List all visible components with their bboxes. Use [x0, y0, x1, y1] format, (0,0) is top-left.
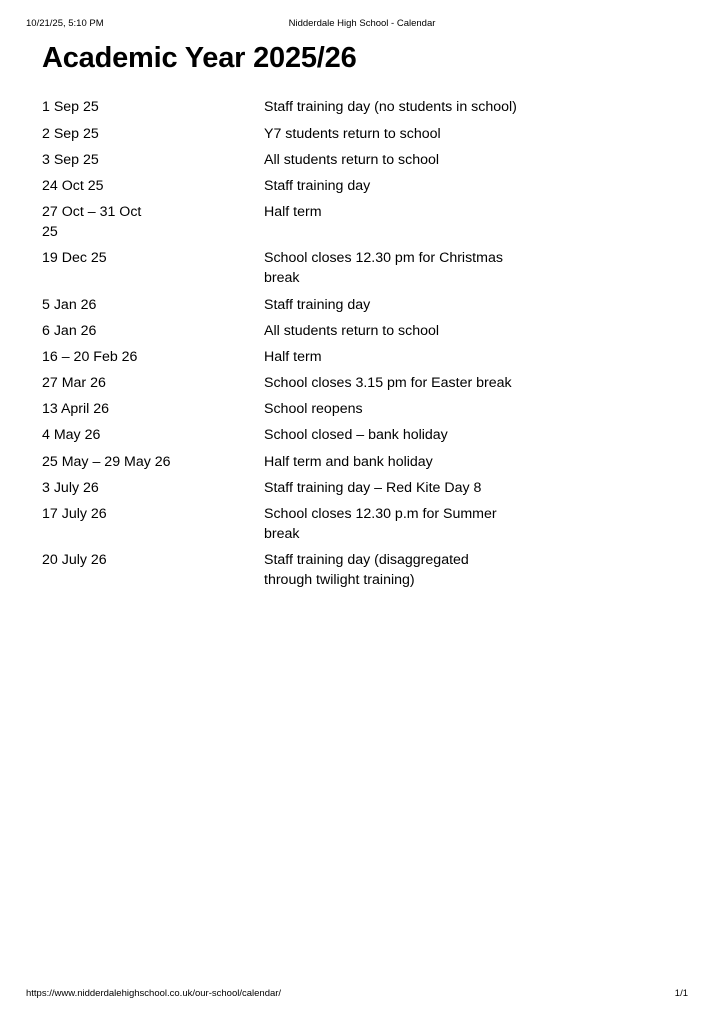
- calendar-date-text: 6 Jan 26: [42, 322, 97, 339]
- calendar-date-cell: [42, 202, 264, 248]
- table-row: [42, 295, 602, 321]
- calendar-date-text: 27 Mar 26: [42, 375, 106, 392]
- table-row: [42, 452, 602, 478]
- table-row: [42, 97, 602, 123]
- calendar-date-text: 17 July 26: [42, 505, 107, 522]
- calendar-date-cell: [42, 425, 264, 451]
- calendar-description-cell: [264, 425, 602, 451]
- calendar-description-text: School closes 3.15 pm for Easter break: [264, 375, 512, 392]
- calendar-date-text: 2 Sep 25: [42, 125, 99, 142]
- calendar-date-text: 1 Sep 25: [42, 99, 99, 116]
- calendar-date-cell: [42, 550, 264, 596]
- calendar-description-cell: [264, 347, 602, 373]
- calendar-date-text: 3 Sep 25: [42, 151, 99, 168]
- table-row: [42, 150, 602, 176]
- calendar-description-cell: [264, 452, 602, 478]
- calendar-description-cell: [264, 248, 602, 294]
- calendar-description-text: Staff training day (no students in school): [264, 99, 517, 116]
- table-row: [42, 373, 602, 399]
- calendar-description-text: School closes 12.30 p.m for Summer break: [264, 505, 497, 542]
- calendar-date-cell: [42, 321, 264, 347]
- calendar-date-cell: [42, 399, 264, 425]
- calendar-description-text: School closed – bank holiday: [264, 427, 448, 444]
- calendar-date-text: 19 Dec 25: [42, 250, 107, 267]
- table-row: [42, 425, 602, 451]
- calendar-date-cell: [42, 478, 264, 504]
- calendar-date-cell: [42, 504, 264, 550]
- calendar-description-cell: [264, 399, 602, 425]
- calendar-description-cell: [264, 97, 602, 123]
- calendar-description-text: Staff training day – Red Kite Day 8: [264, 479, 482, 496]
- calendar-date-text: 13 April 26: [42, 401, 110, 418]
- calendar-date-text: 5 Jan 26: [42, 296, 97, 313]
- calendar-description-text: Y7 students return to school: [264, 125, 441, 142]
- calendar-date-cell: [42, 150, 264, 176]
- calendar-date-text: 24 Oct 25: [42, 177, 104, 194]
- print-header: [0, 18, 724, 32]
- calendar-description-text: School closes 12.30 pm for Christmas break: [264, 250, 503, 287]
- table-row: [42, 321, 602, 347]
- calendar-description-text: Staff training day (disaggregated through twilight training): [264, 552, 469, 589]
- table-row: [42, 550, 602, 596]
- calendar-description-cell: [264, 504, 602, 550]
- document-body: [42, 42, 642, 596]
- calendar-description-text: Half term and bank holiday: [264, 453, 433, 470]
- calendar-date-text: 4 May 26: [42, 427, 101, 444]
- table-row: [42, 347, 602, 373]
- calendar-description-text: Half term: [264, 203, 322, 220]
- page-number: 1/1: [674, 988, 688, 999]
- table-row: [42, 202, 602, 248]
- calendar-description-cell: [264, 124, 602, 150]
- table-row: [42, 478, 602, 504]
- calendar-date-cell: [42, 248, 264, 294]
- calendar-description-cell: [264, 478, 602, 504]
- calendar-description-text: Staff training day: [264, 177, 371, 194]
- calendar-description-text: Half term: [264, 348, 322, 365]
- calendar-date-cell: [42, 97, 264, 123]
- calendar-date-cell: [42, 176, 264, 202]
- print-footer: [0, 988, 724, 1002]
- print-timestamp: 10/21/25, 5:10 PM: [26, 18, 104, 29]
- calendar-description-cell: [264, 550, 602, 596]
- calendar-description-cell: [264, 295, 602, 321]
- calendar-date-cell: [42, 452, 264, 478]
- calendar-description-cell: [264, 176, 602, 202]
- table-row: [42, 176, 602, 202]
- table-row: [42, 248, 602, 294]
- calendar-date-cell: [42, 295, 264, 321]
- calendar-date-text: 3 July 26: [42, 479, 99, 496]
- calendar-date-cell: [42, 124, 264, 150]
- calendar-description-cell: [264, 150, 602, 176]
- table-row: [42, 124, 602, 150]
- calendar-date-text: 25 May – 29 May 26: [42, 453, 171, 470]
- calendar-description-text: All students return to school: [264, 322, 440, 339]
- calendar-description-text: Staff training day: [264, 296, 371, 313]
- academic-calendar-table: [42, 97, 602, 596]
- calendar-description-text: School reopens: [264, 401, 363, 418]
- calendar-description-text: All students return to school: [264, 151, 440, 168]
- calendar-date-text: 27 Oct – 31 Oct 25: [42, 203, 142, 241]
- calendar-date-cell: [42, 373, 264, 399]
- calendar-description-cell: [264, 373, 602, 399]
- calendar-date-text: 20 July 26: [42, 552, 107, 569]
- table-row: [42, 399, 602, 425]
- calendar-date-text: 16 – 20 Feb 26: [42, 348, 138, 365]
- source-url: https://www.nidderdalehighschool.co.uk/our-school/calendar/: [26, 988, 282, 999]
- table-row: [42, 504, 602, 550]
- calendar-description-cell: [264, 202, 602, 248]
- calendar-description-cell: [264, 321, 602, 347]
- print-page-title: Nidderdale High School - Calendar: [288, 18, 436, 29]
- page-title: Academic Year 2025/26: [42, 42, 357, 74]
- calendar-date-cell: [42, 347, 264, 373]
